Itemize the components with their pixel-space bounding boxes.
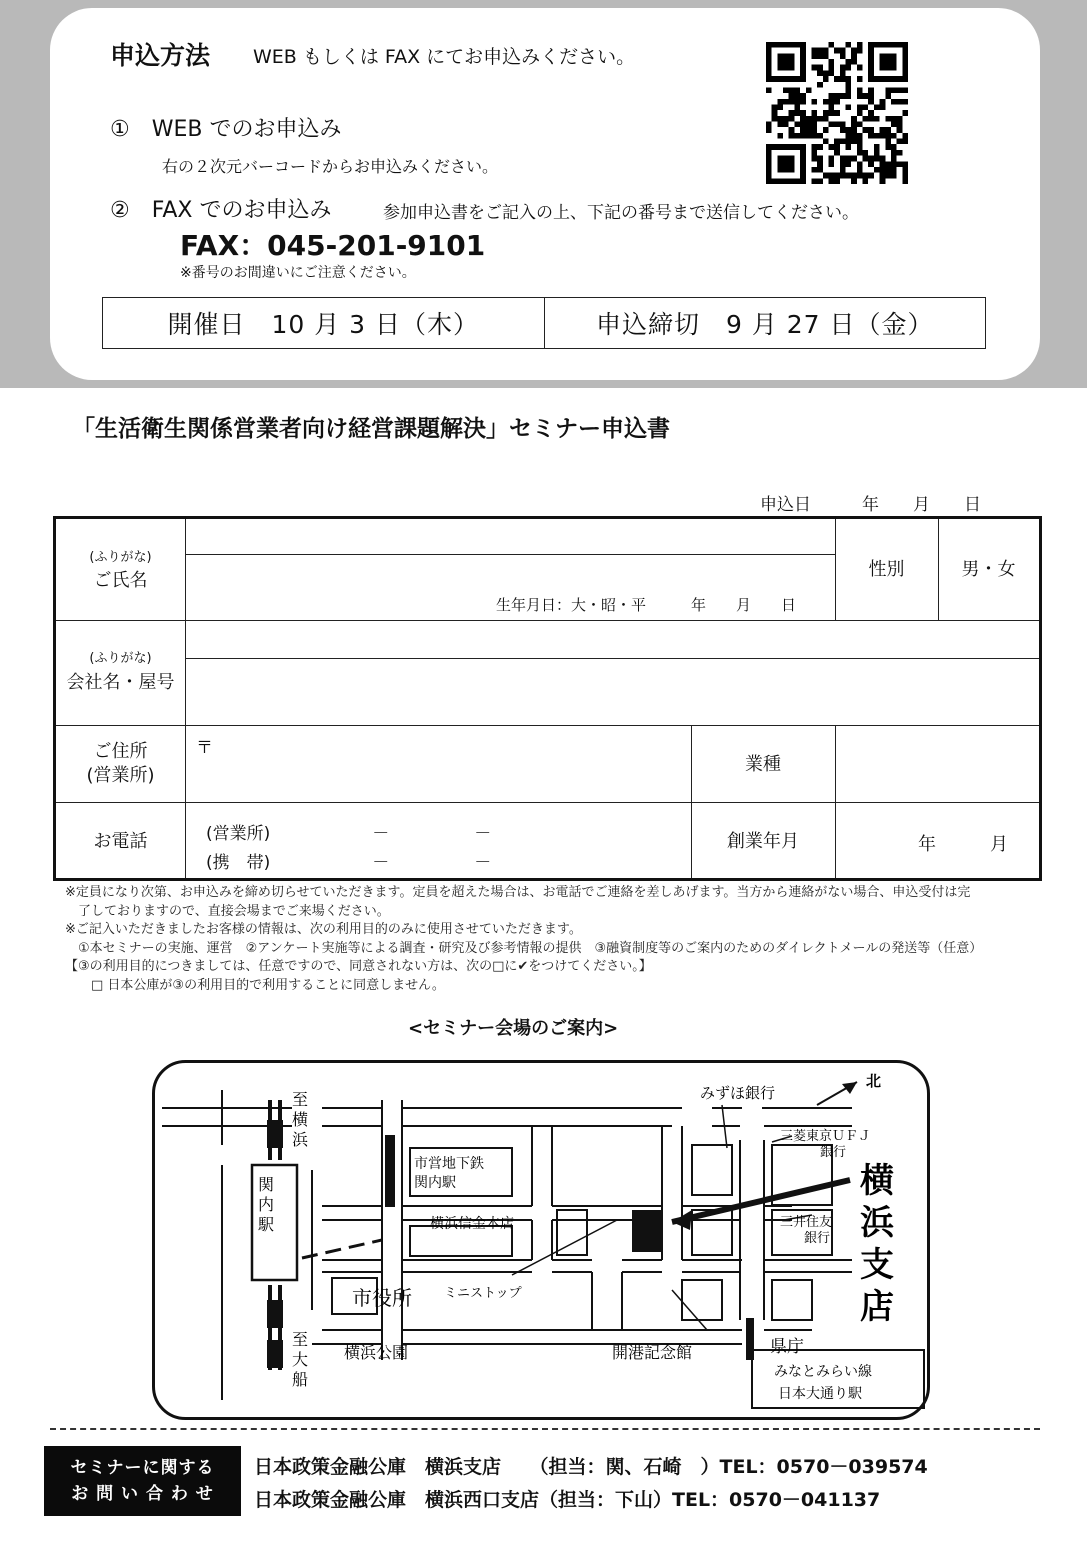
ministop-label: ミニストップ — [444, 1286, 522, 1301]
kannai-station-label — [257, 1175, 274, 1234]
shinkin-label: 横浜信金本店 — [430, 1216, 514, 1232]
company-furigana-label: (ふりがな) — [89, 651, 152, 666]
prefecture-label: 県庁 — [770, 1337, 804, 1357]
note-line: 了しておりますので、直接会場までご来場ください。 — [65, 903, 390, 919]
fax-note: ※番号のお間違いにご注意ください。 — [180, 265, 416, 281]
fax-number: FAX：045-201-9101 — [180, 229, 486, 262]
kannai-station-label-char: 関 — [258, 1175, 275, 1194]
note-line: ※ご記入いただきましたお客様の情報は、次の利用目的のみに使用させていただきます。 — [65, 922, 582, 937]
branch-char: 店 — [860, 1287, 894, 1327]
fax-desc: 参加申込書をご記入の上、下記の番号まで送信してください。 — [383, 203, 859, 223]
company-label: 会社名・屋号 — [66, 672, 175, 693]
founded-input[interactable]: 年 月 — [918, 834, 1008, 855]
founded-label: 創業年月 — [727, 831, 799, 852]
map-heading: <セミナー会場のご案内> — [408, 1018, 619, 1039]
branch-char: 浜 — [860, 1203, 894, 1243]
form-title: 「生活衛生関係営業者向け経営課題解決」セミナー申込書 — [72, 416, 670, 442]
kannai-station-label-char: 内 — [258, 1195, 275, 1214]
to-ofuna-label-char: 船 — [292, 1370, 309, 1389]
minatomirai-station-label: 日本大通り駅 — [778, 1386, 862, 1402]
name-furigana-input[interactable] — [186, 519, 835, 554]
note-line: 【③の利用目的につきましては、任意ですので、同意されない方は、次の□に✔をつけてください。】 — [65, 959, 652, 974]
birth-date-field[interactable]: 生年月日：大・昭・平 年 月 日 — [496, 596, 797, 614]
address-sublabel: (営業所) — [86, 765, 155, 786]
contact-yokohama-nishiguchi: 日本政策金融公庫 横浜西口支店（担当：下山）TEL：0570－041137 — [254, 1489, 881, 1511]
phone-label: お電話 — [93, 831, 148, 852]
postal-mark: 〒 — [196, 738, 213, 758]
kaiko-hall-label: 開港記念館 — [612, 1343, 693, 1362]
gender-select[interactable]: 男・女 — [961, 559, 1016, 580]
branch-char: 支 — [860, 1245, 894, 1285]
consent-checkbox[interactable]: □ 日本公庫が③の利用目的で利用することに同意しません。 — [65, 977, 445, 993]
to-yokohama-label-char: 横 — [292, 1110, 309, 1129]
company-furigana-input[interactable] — [186, 621, 1039, 658]
contact-heading-box — [44, 1446, 241, 1516]
mizuho-label: みずほ銀行 — [700, 1084, 776, 1102]
deadline: 申込締切 9 月 27 日（金） — [544, 298, 986, 348]
company-input[interactable] — [186, 659, 1039, 725]
mufg-bank-label: 銀行 — [820, 1145, 847, 1160]
qr-code[interactable] — [766, 42, 908, 184]
smbc-bank-label: 銀行 — [804, 1231, 831, 1246]
to-ofuna-label-char: 至 — [292, 1330, 309, 1349]
north-label: 北 — [866, 1072, 882, 1090]
name-label: ご氏名 — [93, 570, 148, 591]
mufg-label: 三菱東京ＵＦＪ — [780, 1129, 872, 1144]
subway-label: 市営地下鉄 — [414, 1156, 484, 1172]
note-line: ①本セミナーの実施、運営 ②アンケート実施等による調査・研究及び参考情報の提供 ③融資制度等のご案内のためのダイレクトメールの発送等（任意） — [65, 940, 983, 956]
to-yokohama-label-char: 至 — [292, 1090, 309, 1109]
to-ofuna-label-char: 大 — [292, 1350, 309, 1369]
subway-station-label: 関内駅 — [414, 1175, 456, 1191]
name-furigana-label: (ふりがな) — [89, 550, 152, 565]
date-box — [102, 297, 986, 349]
phone-mobile-input[interactable]: (携 帯) － － — [206, 853, 492, 873]
notes — [65, 884, 982, 995]
to-yokohama-label-char: 浜 — [292, 1130, 309, 1149]
web-title: ① WEB でのお申込み — [110, 117, 342, 142]
kannai-station-label-char: 駅 — [258, 1215, 275, 1234]
venue-map — [152, 1060, 930, 1420]
address-input[interactable] — [186, 726, 691, 802]
branch-char: 横 — [860, 1161, 894, 1201]
note-line: ※定員になり次第、お申込みを締め切らせていただきます。定員を超えた場合は、お電話でご連絡を差しあげます。当方から連絡がない場合、申込受付は完 — [65, 885, 971, 900]
minatomirai-label: みなとみらい線 — [774, 1364, 872, 1380]
application-form — [53, 516, 1042, 881]
smbc-label: 三井住友 — [780, 1215, 833, 1230]
yokohama-park-label: 横浜公園 — [344, 1343, 409, 1362]
apply-intro: WEB もしくは FAX にてお申込みください。 — [253, 46, 636, 68]
gender-label: 性別 — [868, 559, 905, 580]
to-yokohama-label — [292, 1090, 309, 1149]
city-hall-label: 市役所 — [352, 1286, 412, 1310]
cut-line — [50, 1428, 1040, 1430]
apply-date[interactable]: 申込日 年 月 日 — [760, 495, 981, 515]
web-desc: 右の２次元バーコードからお申込みください。 — [162, 157, 499, 176]
phone-office-input[interactable]: (営業所) － － — [206, 824, 492, 844]
industry-label: 業種 — [745, 754, 781, 775]
fax-title: ② FAX でのお申込み — [110, 198, 332, 223]
contact-heading-line1: セミナーに関する — [70, 1458, 215, 1478]
apply-heading: 申込方法 — [110, 41, 211, 70]
address-label: ご住所 — [93, 741, 148, 762]
event-date: 開催日 10 月 3 日（木） — [167, 310, 480, 339]
industry-input[interactable] — [836, 726, 1039, 802]
to-ofuna-label — [292, 1330, 308, 1389]
contact-heading-line2: お 問 い 合 わ せ — [71, 1484, 214, 1504]
contact-yokohama: 日本政策金融公庫 横浜支店 （担当：関、石崎 ）TEL：0570－039574 — [254, 1456, 928, 1478]
